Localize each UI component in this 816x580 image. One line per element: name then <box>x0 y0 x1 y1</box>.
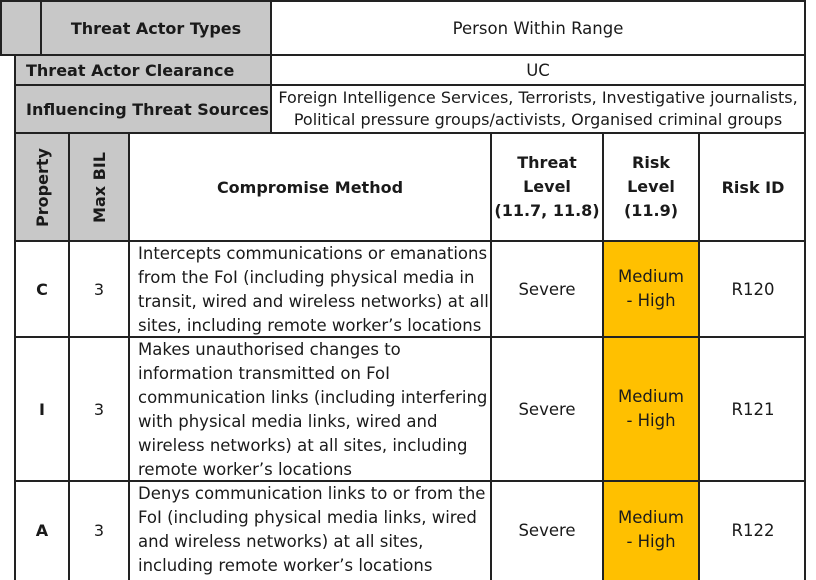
method-line: information transmitted on FoI <box>138 364 391 383</box>
table-row-risk-level <box>604 338 698 480</box>
method-line: remote worker’s locations <box>138 460 353 479</box>
method-line: Makes unauthorised changes to <box>138 340 401 359</box>
table-row-risk-id <box>700 482 806 578</box>
table-row-risk-level <box>604 242 698 336</box>
risk-header-line1: Risk <box>632 153 670 172</box>
clearance-value-text: UC <box>526 60 550 80</box>
table-row-max-bil <box>70 242 128 336</box>
table-row-threat-level <box>492 482 602 578</box>
table-row-method <box>130 338 490 480</box>
max-bil-value: 3 <box>93 520 105 540</box>
property-header-text: Property <box>32 147 52 227</box>
table-row-max-bil <box>70 482 128 578</box>
influencing-value-line2: Political pressure groups/activists, Organised criminal groups <box>293 110 783 129</box>
threat-actor-types-value <box>270 0 806 56</box>
risk-level-line1: Medium <box>618 267 684 286</box>
risk-id-header <box>700 134 806 240</box>
influencing-label-text: Influencing Threat Sources <box>26 99 269 119</box>
threat-actor-types-label-text: Threat Actor Types <box>70 18 242 38</box>
table-row-threat-level <box>492 242 602 336</box>
property-value: C <box>36 279 48 299</box>
table-row-threat-level <box>492 338 602 480</box>
threat-actor-types-label <box>40 0 272 56</box>
max-bil-header-text: Max BIL <box>89 151 109 223</box>
max-bil-value: 3 <box>93 399 105 419</box>
method-line: Denys communication links to or from the <box>138 484 486 503</box>
max-bil-value: 3 <box>93 279 105 299</box>
table-row-risk-id <box>700 242 806 336</box>
risk-level-line2: - High <box>626 411 676 430</box>
table-row-max-bil <box>70 338 128 480</box>
table-row-method <box>130 242 490 336</box>
method-header <box>130 134 490 240</box>
risk-level-line1: Medium <box>618 508 684 527</box>
method-header-text: Compromise Method <box>216 177 404 197</box>
risk-id-header-text: Risk ID <box>721 177 785 197</box>
table-row-risk-id <box>700 338 806 480</box>
threat-level-value: Severe <box>518 520 576 540</box>
threat-level-header <box>492 134 602 240</box>
threat-header-line1: Threat <box>517 153 577 172</box>
max-bil-header <box>70 134 128 240</box>
risk-level-line1: Medium <box>618 387 684 406</box>
table-row-property <box>16 482 68 578</box>
risk-level-line2: - High <box>626 532 676 551</box>
threat-level-value: Severe <box>518 279 576 299</box>
table-row-property <box>16 242 68 336</box>
method-line: communication links (including interfering <box>138 388 488 407</box>
table-row-property <box>16 338 68 480</box>
method-line: wireless networks) at all sites, including <box>138 436 468 455</box>
method-line: from the FoI (including physical media in <box>138 268 475 287</box>
method-line: including remote worker’s locations <box>138 556 433 575</box>
method-line: with physical media links, wired and <box>138 412 438 431</box>
clearance-value <box>270 54 806 86</box>
property-value: A <box>35 520 49 540</box>
threat-header-line3: (11.7, 11.8) <box>494 201 600 220</box>
method-line: Intercepts communications or emanations <box>138 244 488 263</box>
risk-id-value: R120 <box>731 279 775 299</box>
clearance-label <box>14 54 272 86</box>
risk-header-line3: (11.9) <box>623 201 679 220</box>
method-line: FoI (including physical media links, wired <box>138 508 477 527</box>
influencing-value-line1: Foreign Intelligence Services, Terrorists, Investigative journalists, <box>278 88 798 107</box>
table-row-risk-level <box>604 482 698 578</box>
risk-id-value: R121 <box>731 399 775 419</box>
header-spacer <box>0 0 42 56</box>
threat-header-line2: Level <box>523 177 571 196</box>
property-header <box>16 134 68 240</box>
table-row-method <box>130 482 490 578</box>
threat-level-value: Severe <box>518 399 576 419</box>
influencing-value <box>270 84 806 134</box>
risk-id-value: R122 <box>731 520 775 540</box>
threat-actor-types-value-text: Person Within Range <box>452 18 624 38</box>
property-value: I <box>39 399 45 419</box>
influencing-label <box>14 84 272 134</box>
risk-header-line2: Level <box>627 177 675 196</box>
risk-level-line2: - High <box>626 291 676 310</box>
risk-level-header <box>604 134 698 240</box>
method-line: transit, wired and wireless networks) at all <box>138 292 489 311</box>
method-line: sites, including remote worker’s locations <box>138 316 482 335</box>
clearance-label-text: Threat Actor Clearance <box>26 60 235 80</box>
method-line: and wireless networks) at all sites, <box>138 532 424 551</box>
